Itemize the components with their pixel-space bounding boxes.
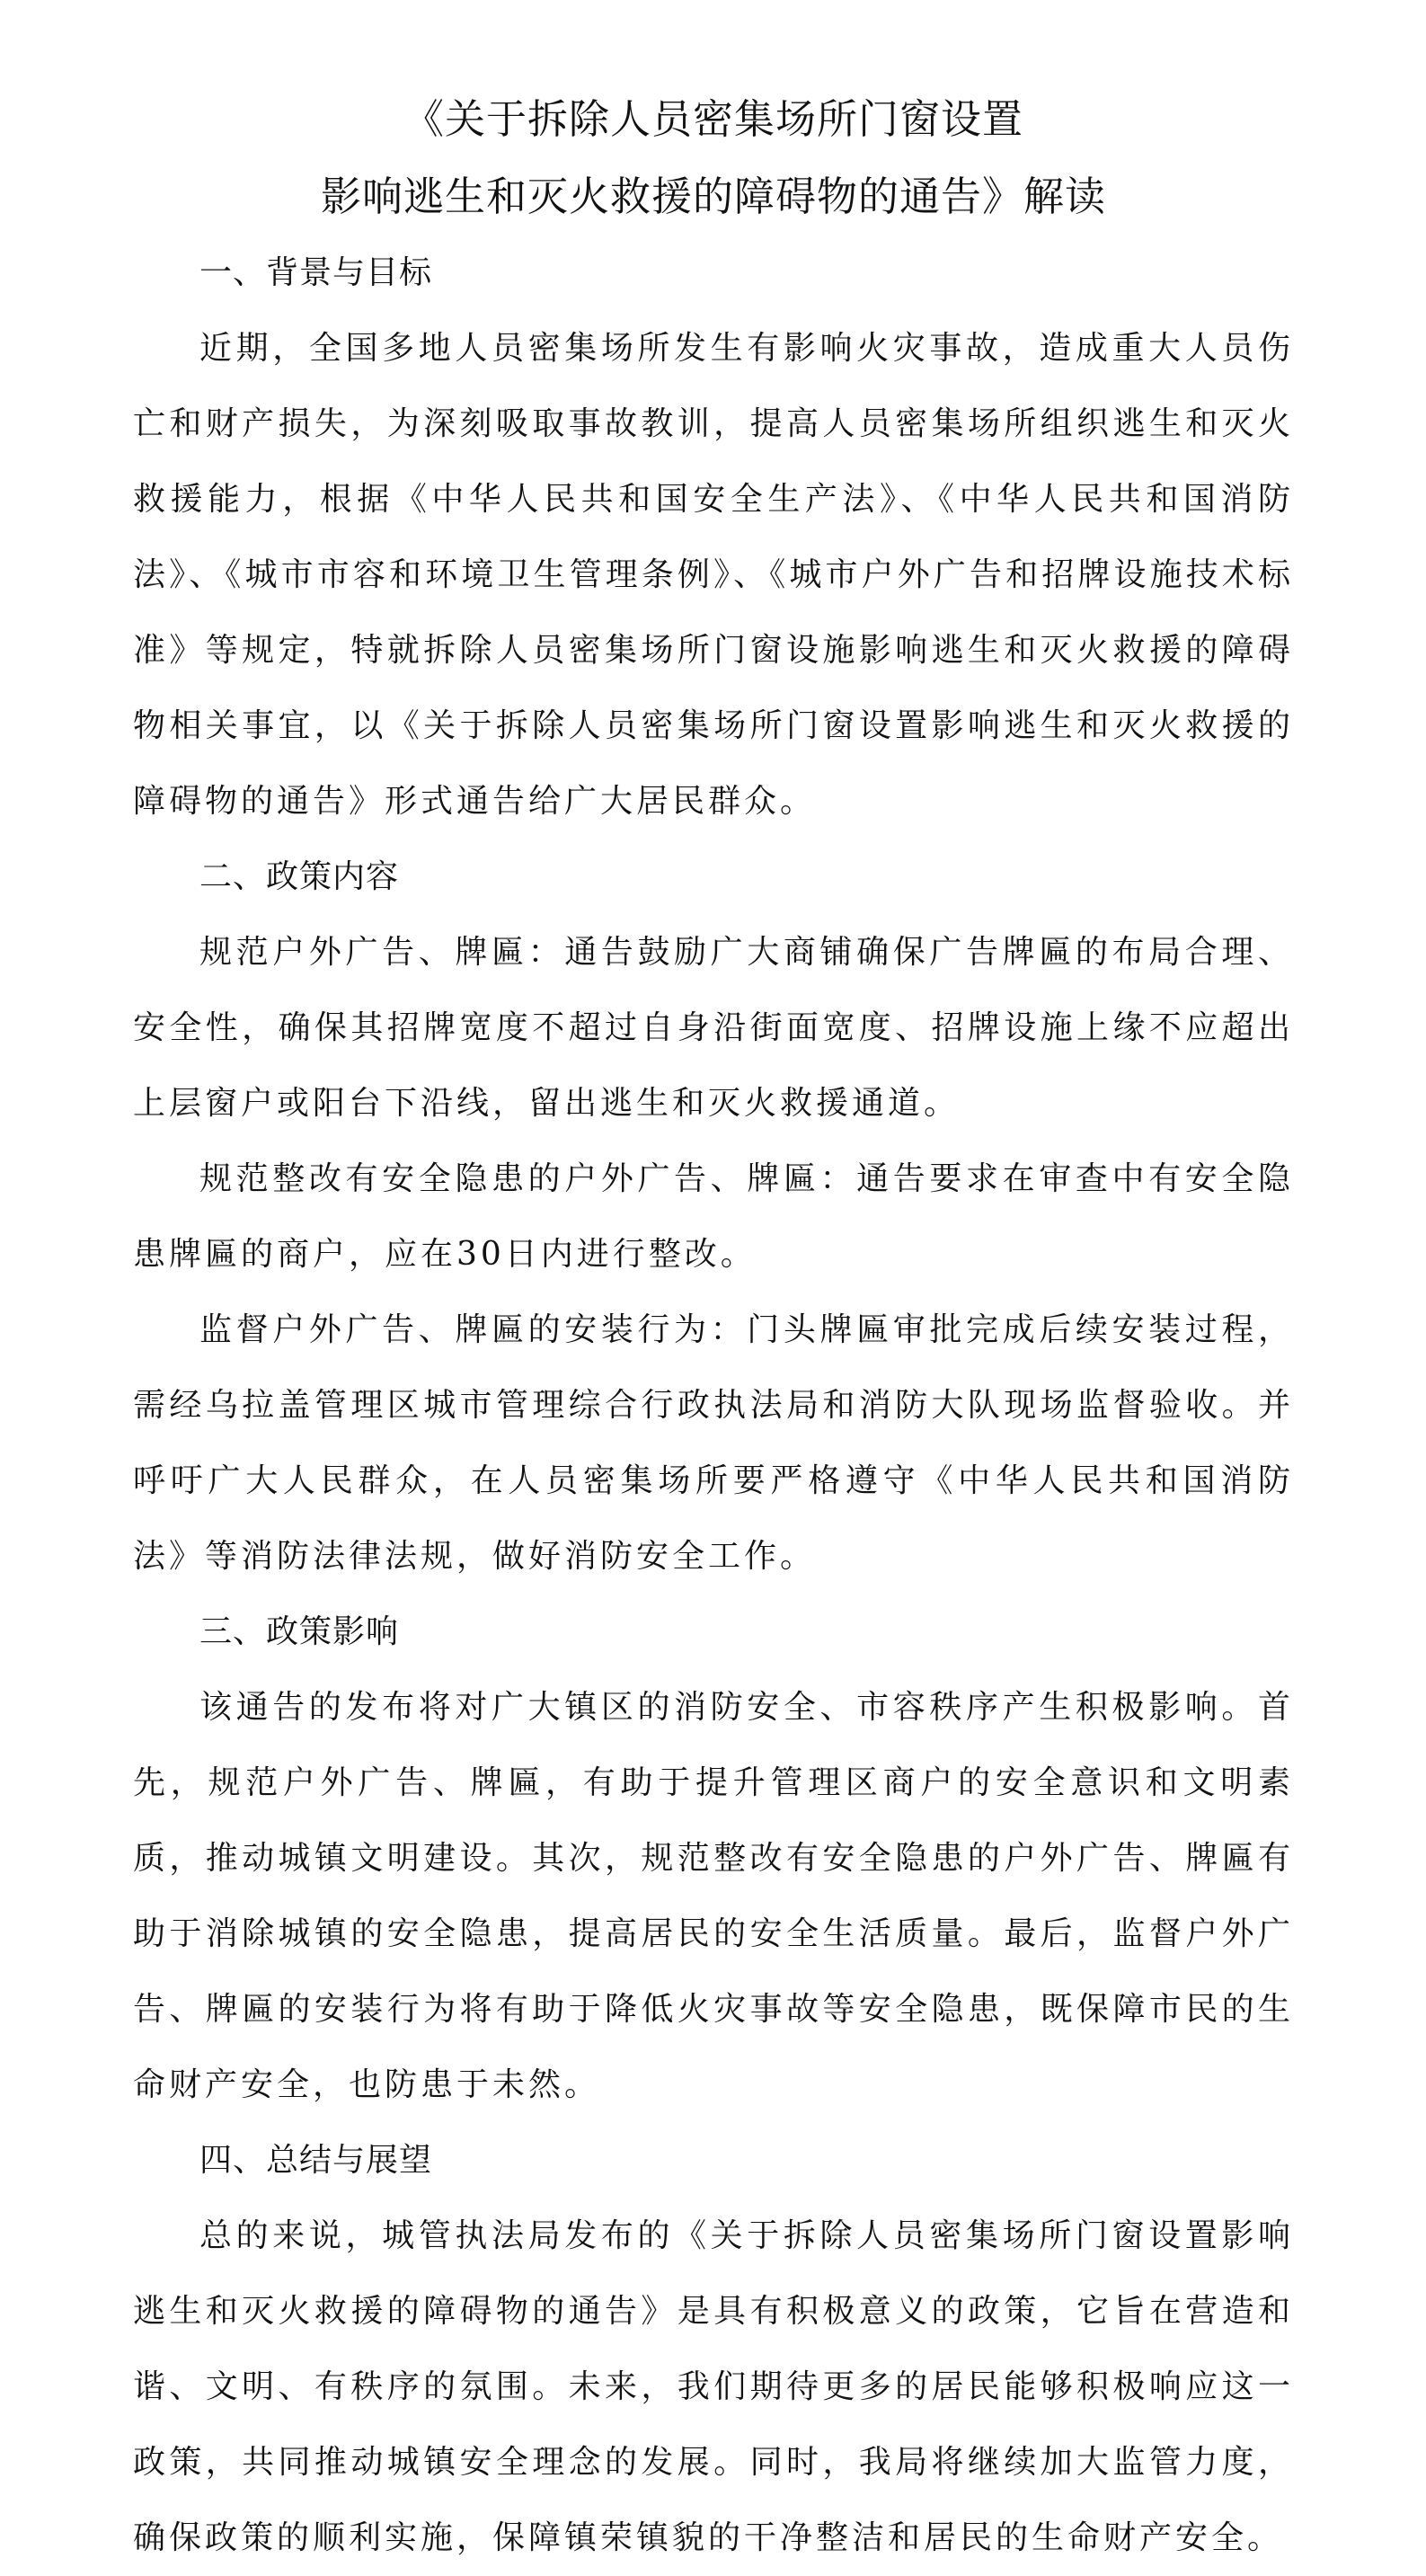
section-heading: 二、政策内容 [199,858,400,895]
document-page [133,81,1294,2576]
section-policy-content [133,839,1294,1594]
paragraph: 该通告的发布将对广大镇区的消防安全、市容秩序产生积极影响。首先，规范户外广告、牌匾，有助于提升管理区商户的安全意识和文明素质，推动城镇文明建设。其次，规范整改有安全隐患的户外广告、牌匾有助于消除城镇的安全隐患，提高居民的安全生活质量。最后，监督户外广告、牌匾的安装行为将有助于降低火灾事故等安全隐患，既保障市民的生命财产安全，也防患于未然。 [133,1689,1294,2103]
section-heading: 三、政策影响 [199,1613,400,1650]
paragraph: 监督户外广告、牌匾的安装行为：门头牌匾审批完成后续安装过程，需经乌拉盖管理区城市管理综合行政执法局和消防大队现场监督验收。并呼吁广大人民群众，在人员密集场所要严格遵守《中华人民共和国消防法》等消防法律法规，做好消防安全工作。 [133,1311,1294,1575]
paragraph: 规范户外广告、牌匾：通告鼓励广大商铺确保广告牌匾的布局合理、安全性，确保其招牌宽度不超过自身沿街面宽度、招牌设施上缘不应超出上层窗户或阳台下沿线，留出逃生和灭火救援通道。 [133,934,1294,1122]
document-title [133,81,1294,235]
paragraph: 近期，全国多地人员密集场所发生有影响火灾事故，造成重大人员伤亡和财产损失，为深刻吸取事故教训，提高人员密集场所组织逃生和灭火救援能力，根据《中华人民共和国安全生产法》、《中华人民共和国消防法》、《城市市容和环境卫生管理条例》、《城市户外广告和招牌设施技术标准》等规定，特就拆除人员密集场所门窗设施影响逃生和灭火救援的障碍物相关事宜，以《关于拆除人员密集场所门窗设置影响逃生和灭火救援的障碍物的通告》形式通告给广大居民群众。 [133,330,1294,820]
title-line-1: 《关于拆除人员密集场所门窗设置 [403,95,1023,143]
title-line-2: 影响逃生和灭火救援的障碍物的通告》解读 [320,173,1106,220]
paragraph: 规范整改有安全隐患的户外广告、牌匾：通告要求在审查中有安全隐患牌匾的商户，应在30日内进行整改。 [133,1160,1294,1273]
section-background [133,235,1294,839]
section-heading: 一、背景与目标 [199,254,433,291]
section-summary-outlook [133,2123,1294,2576]
section-policy-impact [133,1594,1294,2123]
paragraph: 总的来说，城管执法局发布的《关于拆除人员密集场所门窗设置影响逃生和灭火救援的障碍物的通告》是具有积极意义的政策，它旨在营造和谐、文明、有秩序的氛围。未来，我们期待更多的居民能够积极响应这一政策，共同推动城镇安全理念的发展。同时，我局将继续加大监管力度，确保政策的顺利实施，保障镇荣镇貌的干净整洁和居民的生命财产安全。 [133,2217,1294,2556]
section-heading: 四、总结与展望 [199,2142,433,2179]
